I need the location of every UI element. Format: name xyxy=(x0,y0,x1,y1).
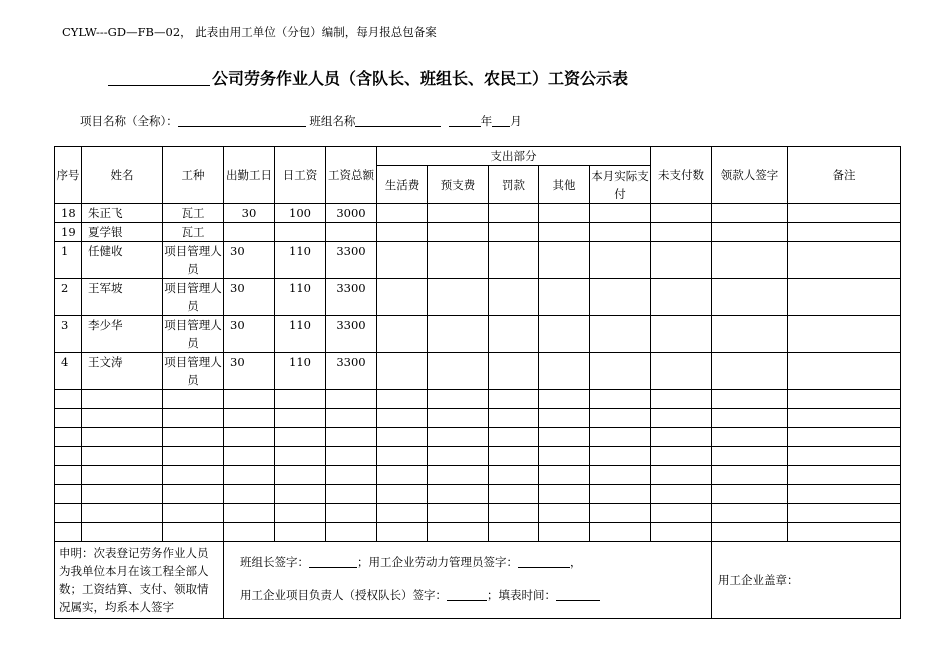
document-code: CYLW---GD—FB—02， 此表由用工单位（分包）编制，每月报总包备案 xyxy=(62,25,437,39)
cell-empty[interactable] xyxy=(539,466,590,485)
fill-time-label: ；填表时间： xyxy=(487,588,556,602)
cell-fine[interactable] xyxy=(489,316,539,353)
table-row xyxy=(55,242,901,279)
cell-actual[interactable] xyxy=(590,223,651,242)
cell-empty[interactable] xyxy=(224,485,275,504)
cell-empty[interactable] xyxy=(788,504,901,523)
cell-trade: 瓦工 xyxy=(163,204,224,223)
cell-trade: 瓦工 xyxy=(163,223,224,242)
cell-living[interactable] xyxy=(377,353,428,390)
cell-other[interactable] xyxy=(539,204,590,223)
cell-signature[interactable] xyxy=(712,316,788,353)
cell-unpaid[interactable] xyxy=(651,204,712,223)
cell-advance[interactable] xyxy=(428,242,489,279)
cell-fine[interactable] xyxy=(489,242,539,279)
month-field[interactable] xyxy=(492,114,510,127)
cell-empty[interactable] xyxy=(163,447,224,466)
cell-empty[interactable] xyxy=(224,523,275,542)
header-unpaid: 未支付数 xyxy=(651,147,712,204)
statement: 申明：次表登记劳务作业人员为我单位本月在该工程全部人数；工资结算、支付、领取情况属实，均系本人签字 xyxy=(55,542,224,619)
header-name: 姓名 xyxy=(82,147,163,204)
cell-empty[interactable] xyxy=(590,409,651,428)
cell-empty[interactable] xyxy=(712,447,788,466)
cell-empty[interactable] xyxy=(224,504,275,523)
cell-other[interactable] xyxy=(539,316,590,353)
cell-advance[interactable] xyxy=(428,204,489,223)
cell-empty[interactable] xyxy=(163,504,224,523)
cell-empty[interactable] xyxy=(326,523,377,542)
cell-empty[interactable] xyxy=(163,409,224,428)
cell-empty[interactable] xyxy=(539,485,590,504)
cell-empty[interactable] xyxy=(326,466,377,485)
cell-advance[interactable] xyxy=(428,279,489,316)
cell-empty[interactable] xyxy=(590,466,651,485)
cell-empty[interactable] xyxy=(788,485,901,504)
cell-empty[interactable] xyxy=(489,390,539,409)
cell-daily-wage[interactable] xyxy=(275,223,326,242)
project-head-sign-field[interactable] xyxy=(447,588,487,601)
cell-unpaid[interactable] xyxy=(651,316,712,353)
cell-empty[interactable] xyxy=(712,409,788,428)
cell-empty[interactable] xyxy=(224,409,275,428)
cell-empty[interactable] xyxy=(651,409,712,428)
cell-empty[interactable] xyxy=(539,428,590,447)
cell-total-wage[interactable] xyxy=(326,223,377,242)
cell-remarks[interactable] xyxy=(788,204,901,223)
cell-empty[interactable] xyxy=(224,428,275,447)
cell-unpaid[interactable] xyxy=(651,279,712,316)
cell-trade: 项目管理人员 xyxy=(163,242,224,279)
header-seq: 序号 xyxy=(55,147,82,204)
cell-empty[interactable] xyxy=(489,485,539,504)
cell-signature[interactable] xyxy=(712,279,788,316)
title-text: 公司劳务作业人员（含队长、班组长、农民工）工资公示表 xyxy=(212,69,629,88)
cell-empty[interactable] xyxy=(82,447,163,466)
empty-row xyxy=(55,485,901,504)
cell-empty[interactable] xyxy=(539,523,590,542)
cell-empty[interactable] xyxy=(82,504,163,523)
cell-daily-wage: 100 xyxy=(275,204,326,223)
cell-empty[interactable] xyxy=(590,447,651,466)
cell-empty[interactable] xyxy=(428,504,489,523)
cell-empty[interactable] xyxy=(326,447,377,466)
cell-empty[interactable] xyxy=(377,390,428,409)
page-title xyxy=(108,66,628,89)
header-remarks: 备注 xyxy=(788,147,901,204)
cell-empty[interactable] xyxy=(712,466,788,485)
cell-actual[interactable] xyxy=(590,279,651,316)
cell-other[interactable] xyxy=(539,242,590,279)
cell-empty[interactable] xyxy=(275,390,326,409)
cell-days: 30 xyxy=(224,279,275,316)
cell-days: 30 xyxy=(224,204,275,223)
cell-empty[interactable] xyxy=(651,466,712,485)
cell-name: 朱正飞 xyxy=(82,204,163,223)
month-label: 月 xyxy=(510,114,522,128)
cell-total-wage: 3300 xyxy=(326,353,377,390)
cell-empty[interactable] xyxy=(82,409,163,428)
cell-total-wage: 3000 xyxy=(326,204,377,223)
cell-empty[interactable] xyxy=(163,390,224,409)
cell-empty[interactable] xyxy=(163,485,224,504)
cell-empty[interactable] xyxy=(326,409,377,428)
cell-empty[interactable] xyxy=(55,428,82,447)
cell-empty[interactable] xyxy=(275,447,326,466)
cell-empty[interactable] xyxy=(651,523,712,542)
cell-daily-wage: 110 xyxy=(275,279,326,316)
cell-empty[interactable] xyxy=(712,485,788,504)
cell-empty[interactable] xyxy=(651,485,712,504)
project-name-label: 项目名称（全称）： xyxy=(80,114,178,128)
company-name-blank[interactable] xyxy=(108,71,210,86)
year-field[interactable] xyxy=(449,114,481,127)
cell-signature[interactable] xyxy=(712,223,788,242)
cell-empty[interactable] xyxy=(55,466,82,485)
cell-other[interactable] xyxy=(539,353,590,390)
header-actual-paid: 本月实际支付 xyxy=(590,166,651,204)
team-name-label: 班组名称 xyxy=(309,114,356,128)
cell-remarks[interactable] xyxy=(788,223,901,242)
cell-signature[interactable] xyxy=(712,353,788,390)
empty-row xyxy=(55,390,901,409)
header-other: 其他 xyxy=(539,166,590,204)
header-total-wage: 工资总额 xyxy=(326,147,377,204)
header-daily-wage: 日工资 xyxy=(275,147,326,204)
cell-trade: 项目管理人员 xyxy=(163,316,224,353)
cell-empty[interactable] xyxy=(590,428,651,447)
cell-fine[interactable] xyxy=(489,223,539,242)
cell-empty[interactable] xyxy=(788,390,901,409)
cell-living[interactable] xyxy=(377,279,428,316)
cell-empty[interactable] xyxy=(55,523,82,542)
cell-total-wage: 3300 xyxy=(326,242,377,279)
cell-signature[interactable] xyxy=(712,204,788,223)
cell-empty[interactable] xyxy=(489,466,539,485)
cell-empty[interactable] xyxy=(651,390,712,409)
cell-empty[interactable] xyxy=(489,409,539,428)
cell-empty[interactable] xyxy=(224,466,275,485)
header-fine: 罚款 xyxy=(489,166,539,204)
cell-empty[interactable] xyxy=(55,447,82,466)
cell-empty[interactable] xyxy=(377,504,428,523)
cell-empty[interactable] xyxy=(82,523,163,542)
cell-empty[interactable] xyxy=(163,428,224,447)
cell-days: 30 xyxy=(224,242,275,279)
cell-empty[interactable] xyxy=(275,409,326,428)
cell-empty[interactable] xyxy=(326,390,377,409)
cell-empty[interactable] xyxy=(377,485,428,504)
cell-empty[interactable] xyxy=(275,485,326,504)
cell-empty[interactable] xyxy=(428,428,489,447)
empty-row xyxy=(55,466,901,485)
cell-empty[interactable] xyxy=(489,504,539,523)
cell-empty[interactable] xyxy=(82,390,163,409)
empty-row xyxy=(55,504,901,523)
wage-table xyxy=(54,146,901,619)
cell-empty[interactable] xyxy=(428,447,489,466)
cell-living[interactable] xyxy=(377,223,428,242)
team-leader-sign-field[interactable] xyxy=(309,555,357,568)
cell-empty[interactable] xyxy=(590,504,651,523)
cell-name: 李少华 xyxy=(82,316,163,353)
company-seal: 用工企业盖章： xyxy=(712,542,901,619)
cell-empty[interactable] xyxy=(275,466,326,485)
cell-empty[interactable] xyxy=(489,447,539,466)
cell-unpaid[interactable] xyxy=(651,242,712,279)
cell-empty[interactable] xyxy=(82,466,163,485)
cell-empty[interactable] xyxy=(539,409,590,428)
cell-empty[interactable] xyxy=(651,428,712,447)
cell-empty[interactable] xyxy=(275,523,326,542)
labor-manager-sign-field[interactable] xyxy=(518,555,570,568)
footer-row xyxy=(55,542,901,619)
cell-fine[interactable] xyxy=(489,353,539,390)
cell-seq: 1 xyxy=(55,242,82,279)
empty-row xyxy=(55,447,901,466)
cell-empty[interactable] xyxy=(55,390,82,409)
cell-empty[interactable] xyxy=(428,466,489,485)
table-row xyxy=(55,223,901,242)
cell-living[interactable] xyxy=(377,316,428,353)
cell-actual[interactable] xyxy=(590,353,651,390)
cell-actual[interactable] xyxy=(590,204,651,223)
cell-empty[interactable] xyxy=(489,428,539,447)
cell-empty[interactable] xyxy=(377,447,428,466)
comma: ， xyxy=(570,555,582,569)
cell-living[interactable] xyxy=(377,204,428,223)
cell-remarks[interactable] xyxy=(788,242,901,279)
cell-empty[interactable] xyxy=(377,409,428,428)
empty-row xyxy=(55,523,901,542)
cell-empty[interactable] xyxy=(788,447,901,466)
cell-empty[interactable] xyxy=(377,523,428,542)
cell-empty[interactable] xyxy=(428,485,489,504)
cell-seq: 18 xyxy=(55,204,82,223)
cell-actual[interactable] xyxy=(590,316,651,353)
cell-empty[interactable] xyxy=(275,428,326,447)
cell-fine[interactable] xyxy=(489,279,539,316)
header-expense-group: 支出部分 xyxy=(377,147,651,166)
cell-actual[interactable] xyxy=(590,242,651,279)
cell-empty[interactable] xyxy=(539,390,590,409)
cell-daily-wage: 110 xyxy=(275,316,326,353)
cell-unpaid[interactable] xyxy=(651,353,712,390)
cell-other[interactable] xyxy=(539,223,590,242)
cell-empty[interactable] xyxy=(326,485,377,504)
header-living: 生活费 xyxy=(377,166,428,204)
cell-remarks[interactable] xyxy=(788,316,901,353)
cell-empty[interactable] xyxy=(163,466,224,485)
signature-block xyxy=(224,542,712,619)
table-row xyxy=(55,279,901,316)
cell-empty[interactable] xyxy=(651,447,712,466)
cell-trade: 项目管理人员 xyxy=(163,279,224,316)
cell-total-wage: 3300 xyxy=(326,279,377,316)
cell-empty[interactable] xyxy=(788,428,901,447)
cell-other[interactable] xyxy=(539,279,590,316)
cell-advance[interactable] xyxy=(428,316,489,353)
cell-empty[interactable] xyxy=(651,504,712,523)
cell-empty[interactable] xyxy=(224,390,275,409)
header-signature: 领款人签字 xyxy=(712,147,788,204)
cell-signature[interactable] xyxy=(712,242,788,279)
cell-daily-wage: 110 xyxy=(275,353,326,390)
cell-empty[interactable] xyxy=(55,504,82,523)
cell-empty[interactable] xyxy=(377,428,428,447)
cell-empty[interactable] xyxy=(428,409,489,428)
cell-fine[interactable] xyxy=(489,204,539,223)
year-label: 年 xyxy=(480,114,493,128)
cell-empty[interactable] xyxy=(590,485,651,504)
cell-seq: 4 xyxy=(55,353,82,390)
cell-empty[interactable] xyxy=(82,428,163,447)
cell-empty[interactable] xyxy=(590,523,651,542)
cell-empty[interactable] xyxy=(539,504,590,523)
cell-seq: 19 xyxy=(55,223,82,242)
team-leader-label: 班组长签字： xyxy=(240,555,309,569)
cell-days[interactable] xyxy=(224,223,275,242)
cell-empty[interactable] xyxy=(489,523,539,542)
cell-empty[interactable] xyxy=(712,428,788,447)
cell-empty[interactable] xyxy=(55,409,82,428)
cell-empty[interactable] xyxy=(55,485,82,504)
cell-daily-wage: 110 xyxy=(275,242,326,279)
cell-empty[interactable] xyxy=(788,466,901,485)
table-row xyxy=(55,204,901,223)
header-days: 出勤工日 xyxy=(224,147,275,204)
cell-advance[interactable] xyxy=(428,353,489,390)
cell-total-wage: 3300 xyxy=(326,316,377,353)
cell-empty[interactable] xyxy=(712,504,788,523)
cell-name: 任健收 xyxy=(82,242,163,279)
cell-days: 30 xyxy=(224,353,275,390)
empty-row xyxy=(55,409,901,428)
cell-empty[interactable] xyxy=(275,504,326,523)
project-head-label: 用工企业项目负责人（授权队长）签字： xyxy=(240,588,447,602)
fill-time-field[interactable] xyxy=(556,588,600,601)
table-row xyxy=(55,353,901,390)
cell-empty[interactable] xyxy=(428,523,489,542)
cell-empty[interactable] xyxy=(788,523,901,542)
cell-empty[interactable] xyxy=(224,447,275,466)
labor-manager-label: ；用工企业劳动力管理员签字： xyxy=(357,555,518,569)
cell-advance[interactable] xyxy=(428,223,489,242)
cell-seq: 2 xyxy=(55,279,82,316)
cell-empty[interactable] xyxy=(163,523,224,542)
cell-empty[interactable] xyxy=(712,390,788,409)
header-trade: 工种 xyxy=(163,147,224,204)
cell-days: 30 xyxy=(224,316,275,353)
table-row xyxy=(55,316,901,353)
cell-empty[interactable] xyxy=(326,504,377,523)
cell-name: 王文涛 xyxy=(82,353,163,390)
cell-empty[interactable] xyxy=(788,409,901,428)
empty-row xyxy=(55,428,901,447)
cell-remarks[interactable] xyxy=(788,279,901,316)
cell-unpaid[interactable] xyxy=(651,223,712,242)
project-name-field[interactable] xyxy=(178,114,306,127)
cell-empty[interactable] xyxy=(82,485,163,504)
cell-name: 王军坡 xyxy=(82,279,163,316)
cell-empty[interactable] xyxy=(326,428,377,447)
team-name-field[interactable] xyxy=(355,114,441,127)
cell-empty[interactable] xyxy=(377,466,428,485)
cell-trade: 项目管理人员 xyxy=(163,353,224,390)
cell-empty[interactable] xyxy=(590,390,651,409)
cell-seq: 3 xyxy=(55,316,82,353)
cell-empty[interactable] xyxy=(539,447,590,466)
header-advance: 预支费 xyxy=(428,166,489,204)
cell-empty[interactable] xyxy=(428,390,489,409)
cell-empty[interactable] xyxy=(712,523,788,542)
cell-remarks[interactable] xyxy=(788,353,901,390)
meta-line xyxy=(80,113,522,129)
cell-name: 夏学银 xyxy=(82,223,163,242)
cell-living[interactable] xyxy=(377,242,428,279)
